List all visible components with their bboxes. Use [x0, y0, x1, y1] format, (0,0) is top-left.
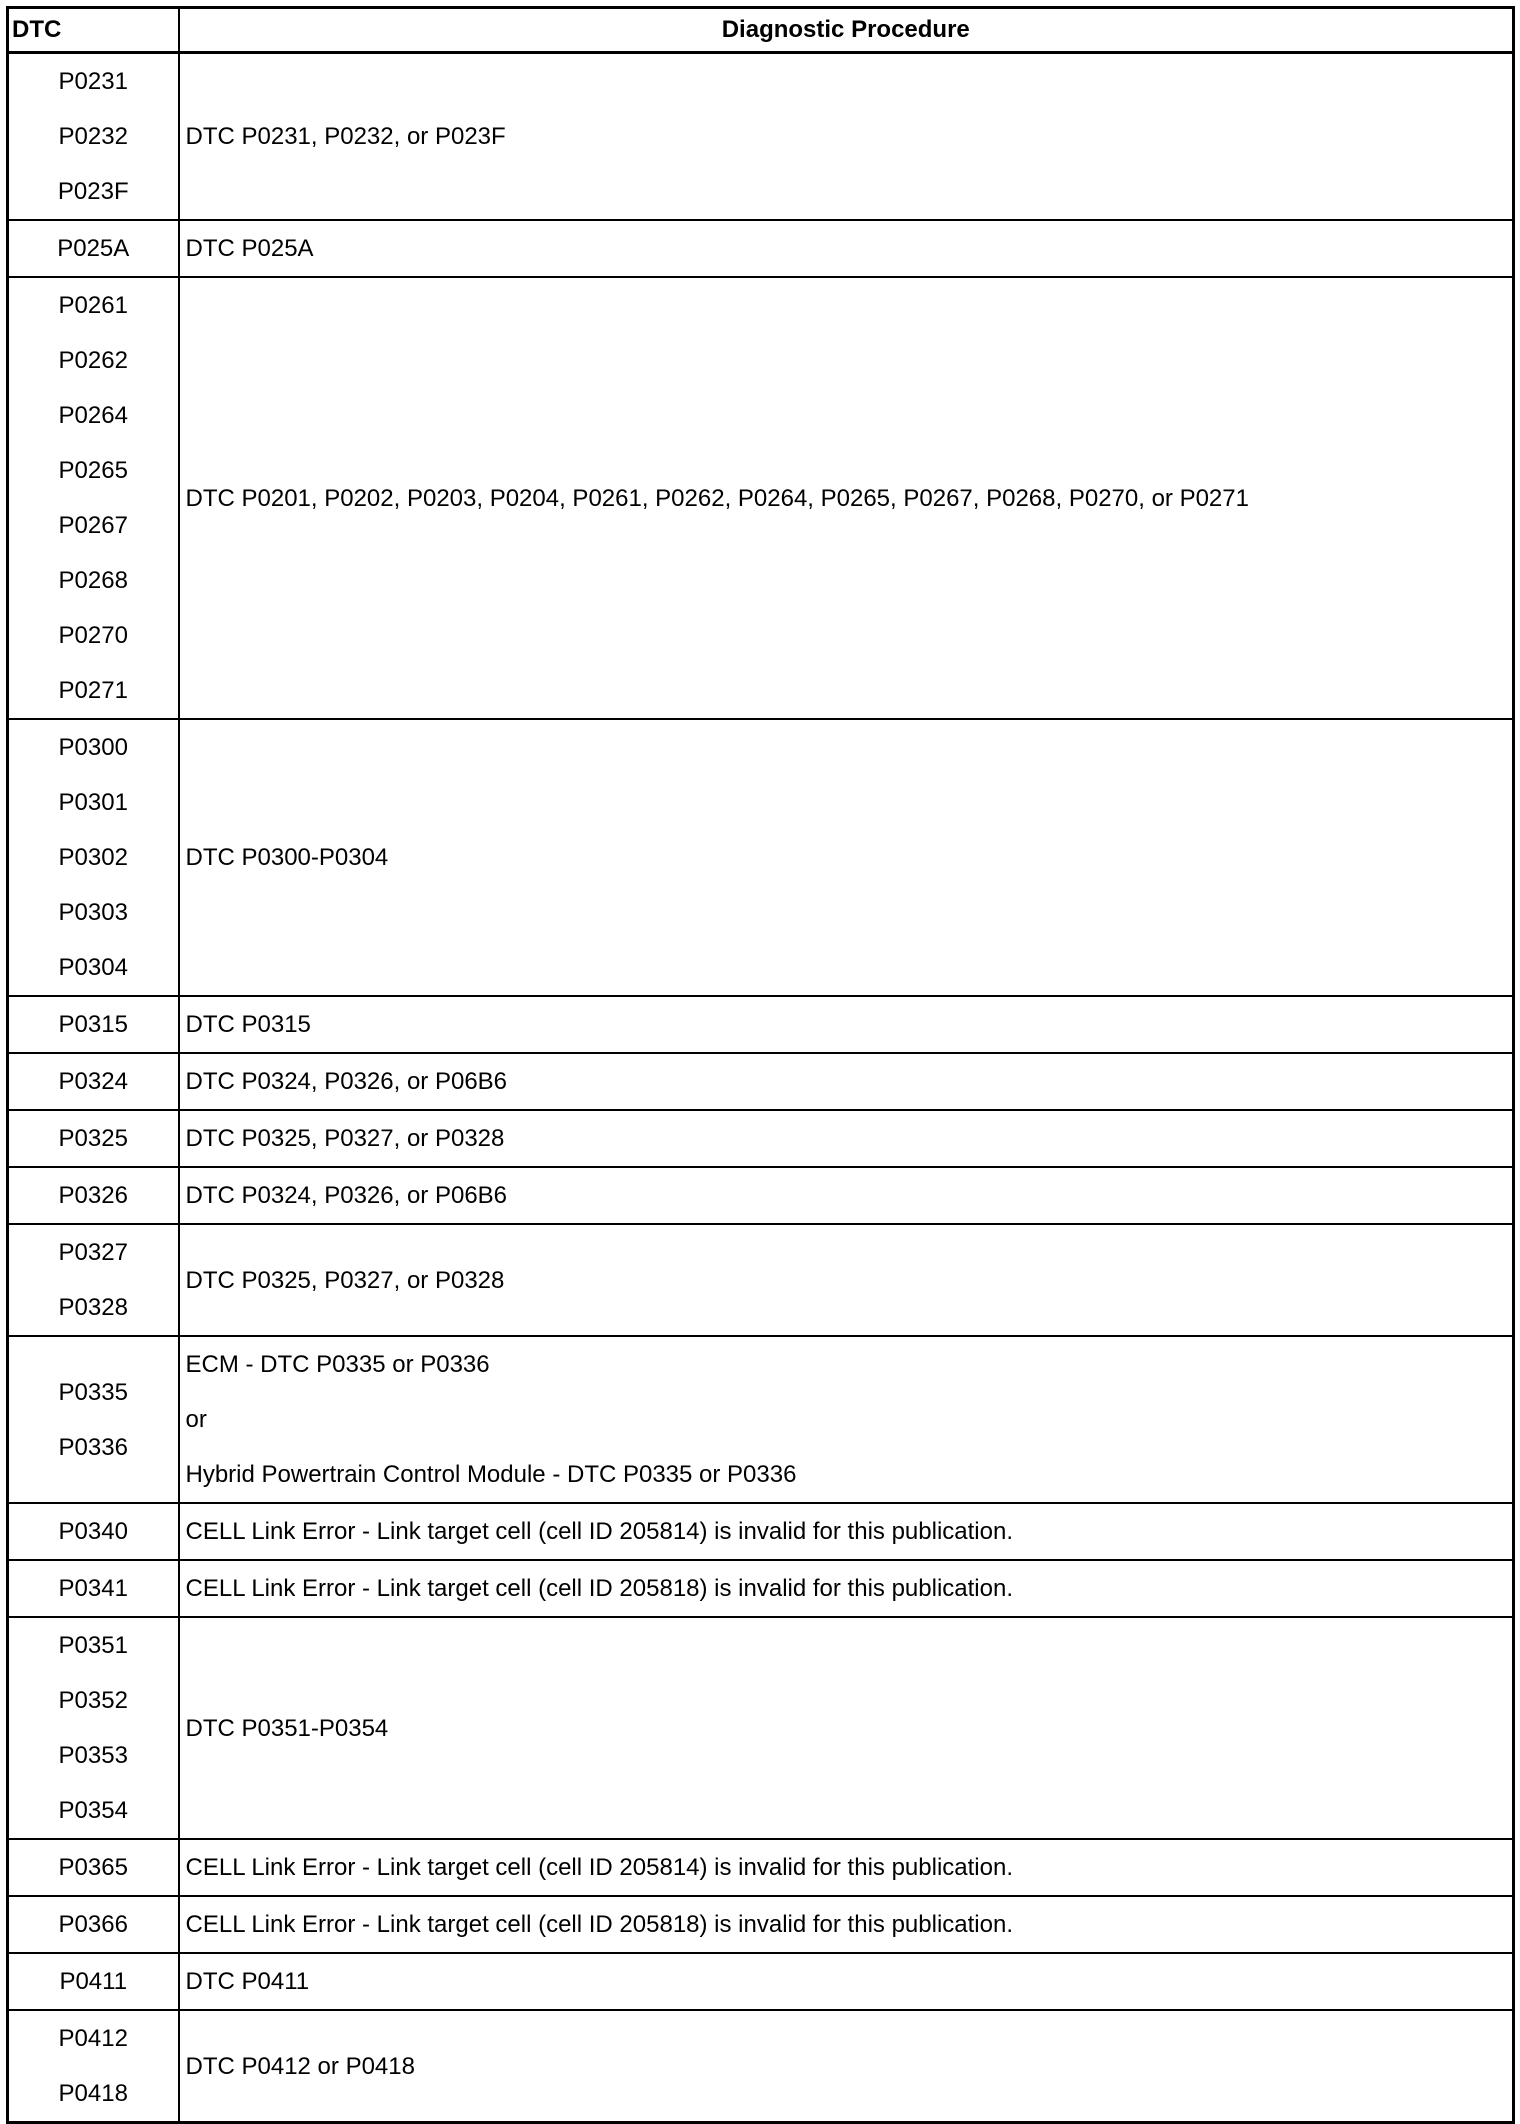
dtc-code: P0411 [59, 1968, 128, 1995]
dtc-code: P0302 [58, 844, 128, 871]
dtc-code: P0270 [58, 622, 128, 649]
diagnostic-procedure-text: CELL Link Error - Link target cell (cell ID 205814) is invalid for this publication. [185, 1518, 1013, 1545]
diagnostic-procedure-cell [179, 220, 1514, 277]
diagnostic-procedure-text: DTC P025A [185, 235, 314, 262]
dtc-code: P0351 [58, 1632, 128, 1659]
diagnostic-procedure-text: CELL Link Error - Link target cell (cell ID 205818) is invalid for this publication. [185, 1911, 1013, 1938]
table-row [8, 1224, 1514, 1336]
diagnostic-procedure-text: DTC P0201, P0202, P0203, P0204, P0261, P0262, P0264, P0265, P0267, P0268, P0270, or P0271 [185, 484, 1249, 512]
table-row [8, 220, 1514, 277]
diagnostic-procedure-cell [179, 1896, 1514, 1953]
dtc-code: P0303 [58, 899, 128, 926]
table-row [8, 1503, 1514, 1560]
dtc-code: P0315 [58, 1011, 128, 1038]
diagnostic-procedure-cell [179, 1617, 1514, 1839]
table-row [8, 1896, 1514, 1953]
diagnostic-procedure-cell [179, 996, 1514, 1053]
dtc-code-cell [8, 1953, 179, 2010]
diagnostic-procedure-cell [179, 1953, 1514, 2010]
diagnostic-procedure-cell [179, 1167, 1514, 1224]
dtc-code: P0327 [58, 1239, 128, 1266]
table-row [8, 1560, 1514, 1617]
diagnostic-procedure-cell [179, 2010, 1514, 2123]
dtc-code: P0340 [58, 1518, 128, 1545]
table-row [8, 1617, 1514, 1839]
table-row [8, 719, 1514, 996]
dtc-code: P0268 [58, 567, 128, 594]
diagnostic-procedure-cell [179, 1560, 1514, 1617]
dtc-code: P0326 [58, 1182, 128, 1209]
dtc-column-header: DTC [8, 8, 179, 53]
dtc-code-cell [8, 220, 179, 277]
diagnostic-procedure-text: DTC P0231, P0232, or P023F [185, 123, 506, 150]
header-row [8, 8, 1514, 53]
diagnostic-procedure-cell [179, 1839, 1514, 1896]
dtc-code: P0300 [58, 734, 128, 761]
diagnostic-procedure-text: or [185, 1406, 207, 1433]
table-row [8, 1167, 1514, 1224]
dtc-code-cell [8, 1896, 179, 1953]
dtc-code: P0264 [58, 402, 128, 429]
dtc-code: P0328 [58, 1294, 128, 1321]
table-row [8, 1110, 1514, 1167]
diagnostic-procedure-cell [179, 1110, 1514, 1167]
diagnostic-procedure-cell [179, 1224, 1514, 1336]
diagnostic-procedure-text: Hybrid Powertrain Control Module - DTC P0335 or P0336 [185, 1461, 797, 1488]
dtc-code: P0304 [58, 954, 128, 981]
dtc-code-cell [8, 1503, 179, 1560]
dtc-code: P0267 [58, 512, 128, 539]
dtc-code-cell [8, 1224, 179, 1336]
diagnostic-procedure-text: ECM - DTC P0335 or P0336 [185, 1351, 490, 1378]
dtc-code: P0232 [58, 123, 128, 150]
dtc-code-cell [8, 1839, 179, 1896]
dtc-code: P0352 [58, 1687, 128, 1714]
dtc-code-cell [8, 1110, 179, 1167]
dtc-code: P0231 [58, 68, 128, 95]
table-row [8, 1336, 1514, 1503]
diagnostic-procedure-cell [179, 1336, 1514, 1503]
dtc-code: P0412 [58, 2025, 128, 2052]
dtc-code-cell [8, 1560, 179, 1617]
diagnostic-procedure-cell [179, 719, 1514, 996]
diagnostic-procedure-text: DTC P0412 or P0418 [185, 2052, 415, 2080]
dtc-table [6, 6, 1515, 2124]
diagnostic-procedure-text: DTC P0324, P0326, or P06B6 [185, 1068, 508, 1095]
dtc-code: P0418 [58, 2080, 128, 2107]
dtc-code: P0271 [58, 677, 128, 704]
diagnostic-procedure-cell [179, 277, 1514, 719]
dtc-code: P0336 [58, 1433, 128, 1461]
dtc-code: P0365 [58, 1854, 128, 1881]
dtc-code-cell [8, 53, 179, 221]
dtc-code-cell [8, 1053, 179, 1110]
table-row [8, 1953, 1514, 2010]
diagnostic-procedure-text: DTC P0325, P0327, or P0328 [185, 1125, 505, 1152]
dtc-code: P0325 [58, 1125, 128, 1152]
dtc-table-body [8, 53, 1514, 2123]
dtc-code: P0341 [58, 1575, 128, 1602]
dtc-code: P0353 [58, 1742, 128, 1769]
diagnostic-procedure-text: CELL Link Error - Link target cell (cell ID 205818) is invalid for this publication. [185, 1575, 1013, 1602]
table-row [8, 53, 1514, 221]
dtc-code-cell [8, 277, 179, 719]
dtc-code-cell [8, 719, 179, 996]
dtc-code: P0262 [58, 347, 128, 374]
dtc-code: P0265 [58, 457, 128, 484]
table-row [8, 1839, 1514, 1896]
dtc-code: P0354 [58, 1797, 128, 1824]
diagnostic-procedure-text: DTC P0324, P0326, or P06B6 [185, 1182, 508, 1209]
diagnostic-procedure-text: DTC P0300-P0304 [185, 844, 389, 871]
diagnostic-procedure-cell [179, 53, 1514, 221]
diagnostic-procedure-text: DTC P0351-P0354 [185, 1714, 389, 1742]
diagnostic-procedure-cell [179, 1503, 1514, 1560]
table-row [8, 1053, 1514, 1110]
dtc-code-cell [8, 996, 179, 1053]
dtc-code-cell [8, 1617, 179, 1839]
dtc-code: P0261 [58, 292, 128, 319]
dtc-code: P0335 [58, 1378, 128, 1406]
dtc-code-cell [8, 2010, 179, 2123]
diagnostic-procedure-text: DTC P0325, P0327, or P0328 [185, 1266, 505, 1294]
dtc-code: P0301 [58, 789, 128, 816]
dtc-code: P023F [57, 178, 129, 205]
procedure-column-header: Diagnostic Procedure [179, 8, 1514, 53]
diagnostic-procedure-text: CELL Link Error - Link target cell (cell ID 205814) is invalid for this publication. [185, 1854, 1013, 1881]
table-row [8, 2010, 1514, 2123]
diagnostic-procedure-cell [179, 1053, 1514, 1110]
dtc-code-cell [8, 1167, 179, 1224]
diagnostic-procedure-text: DTC P0315 [185, 1011, 311, 1038]
dtc-code: P0366 [58, 1911, 128, 1938]
table-row [8, 996, 1514, 1053]
dtc-code: P0324 [58, 1068, 128, 1095]
table-row [8, 277, 1514, 719]
diagnostic-procedure-text: DTC P0411 [185, 1968, 310, 1995]
dtc-code: P025A [57, 235, 130, 262]
dtc-code-cell [8, 1336, 179, 1503]
